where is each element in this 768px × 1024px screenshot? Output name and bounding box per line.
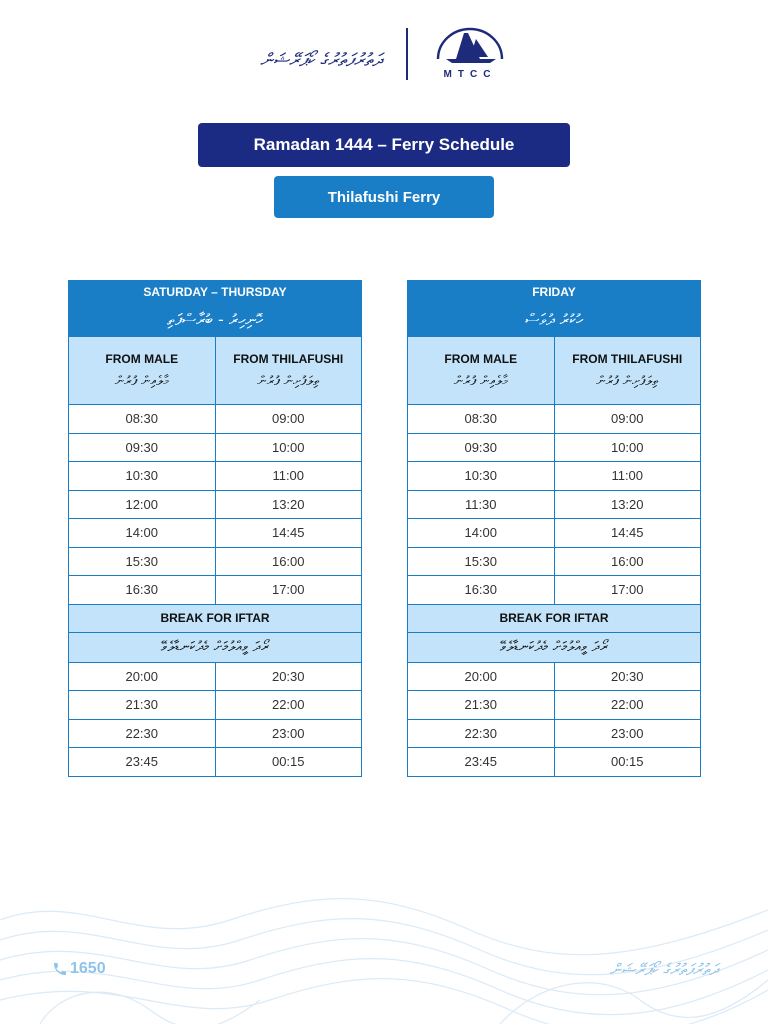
decorative-waves bbox=[0, 880, 768, 1024]
departure-thilafushi: 00:15 bbox=[215, 748, 362, 777]
departure-thilafushi: 20:30 bbox=[215, 662, 362, 691]
schedule-row bbox=[69, 748, 362, 777]
departure-thilafushi: 10:00 bbox=[554, 433, 701, 462]
schedule-row bbox=[408, 433, 701, 462]
departure-thilafushi: 17:00 bbox=[554, 576, 701, 605]
departure-male: 23:45 bbox=[69, 748, 216, 777]
brand-name-thaana: ދަތުރުފަތުރުގެ ކޯޕަރޭޝަން bbox=[259, 50, 382, 71]
iftar-break-label: BREAK FOR IFTAR bbox=[408, 604, 701, 632]
hotline-number: 1650 bbox=[70, 960, 106, 977]
iftar-break-label: BREAK FOR IFTAR bbox=[69, 604, 362, 632]
departure-thilafushi: 17:00 bbox=[215, 576, 362, 605]
departure-thilafushi: 11:00 bbox=[554, 462, 701, 491]
departure-male: 09:30 bbox=[69, 433, 216, 462]
departure-male: 10:30 bbox=[69, 462, 216, 491]
departure-male: 20:00 bbox=[69, 662, 216, 691]
departure-thilafushi: 22:00 bbox=[215, 691, 362, 720]
departure-thilafushi: 16:00 bbox=[215, 547, 362, 576]
departure-male: 23:45 bbox=[408, 748, 555, 777]
schedule-title: Ramadan 1444 – Ferry Schedule bbox=[198, 123, 570, 167]
schedule-row bbox=[69, 462, 362, 491]
departure-male: 08:30 bbox=[408, 405, 555, 434]
schedule-row bbox=[408, 405, 701, 434]
col-header-from-male: FROM MALE މާލެއިން ފުރުން bbox=[69, 337, 216, 405]
departure-thilafushi: 11:00 bbox=[215, 462, 362, 491]
departure-male: 10:30 bbox=[408, 462, 555, 491]
departure-thilafushi: 20:30 bbox=[554, 662, 701, 691]
departure-thilafushi: 22:00 bbox=[554, 691, 701, 720]
hotline bbox=[52, 960, 106, 978]
departure-male: 21:30 bbox=[408, 691, 555, 720]
mtcc-logo bbox=[430, 27, 510, 83]
departure-male: 14:00 bbox=[69, 519, 216, 548]
departure-thilafushi: 14:45 bbox=[554, 519, 701, 548]
logo-text: MTCC bbox=[443, 69, 497, 80]
schedule-row bbox=[408, 748, 701, 777]
departure-male: 22:30 bbox=[408, 719, 555, 748]
departure-thilafushi: 09:00 bbox=[215, 405, 362, 434]
iftar-break-label-thaana: ރޯދަ ވީއްލުމަށް މެދުކަނޑާލެވޭ bbox=[408, 632, 701, 662]
departure-male: 15:30 bbox=[408, 547, 555, 576]
departure-thilafushi: 13:20 bbox=[554, 490, 701, 519]
phone-icon bbox=[52, 961, 68, 977]
schedule-row bbox=[408, 490, 701, 519]
footer-brand-thaana: ދަތުރުފަތުރުގެ ކޯޕަރޭޝަން bbox=[609, 960, 718, 979]
departure-male: 12:00 bbox=[69, 490, 216, 519]
schedule-row bbox=[408, 547, 701, 576]
schedule-row bbox=[408, 719, 701, 748]
iftar-break-label-thaana: ރޯދަ ވީއްލުމަށް މެދުކަނޑާލެވޭ bbox=[69, 632, 362, 662]
schedule-row bbox=[408, 519, 701, 548]
departure-male: 22:30 bbox=[69, 719, 216, 748]
schedule-row bbox=[69, 691, 362, 720]
departure-thilafushi: 13:20 bbox=[215, 490, 362, 519]
col-header-from-thilafushi: FROM THILAFUSHI ތިލަފުށިން ފުރުން bbox=[215, 337, 362, 405]
departure-male: 15:30 bbox=[69, 547, 216, 576]
departure-male: 16:30 bbox=[408, 576, 555, 605]
col-header-from-thilafushi: FROM THILAFUSHI ތިލަފުށިން ފުރުން bbox=[554, 337, 701, 405]
schedule-row bbox=[69, 576, 362, 605]
schedule-row bbox=[408, 662, 701, 691]
ferry-route-badge: Thilafushi Ferry bbox=[274, 176, 494, 218]
schedule-row bbox=[408, 462, 701, 491]
day-header: FRIDAY bbox=[408, 281, 701, 304]
schedule-row bbox=[408, 576, 701, 605]
schedule-row bbox=[69, 662, 362, 691]
day-header-thaana: ހުކުރު ދުވަސް bbox=[408, 304, 701, 337]
day-header: SATURDAY – THURSDAY bbox=[69, 281, 362, 304]
departure-male: 16:30 bbox=[69, 576, 216, 605]
departure-thilafushi: 00:15 bbox=[554, 748, 701, 777]
departure-male: 14:00 bbox=[408, 519, 555, 548]
departure-male: 09:30 bbox=[408, 433, 555, 462]
day-header-thaana: ހޮނިހިރު - ބުރާސްފަތި bbox=[69, 304, 362, 337]
departure-male: 11:30 bbox=[408, 490, 555, 519]
departure-thilafushi: 10:00 bbox=[215, 433, 362, 462]
departure-male: 20:00 bbox=[408, 662, 555, 691]
schedule-row bbox=[408, 691, 701, 720]
header-divider bbox=[406, 28, 408, 80]
departure-thilafushi: 16:00 bbox=[554, 547, 701, 576]
schedule-row bbox=[69, 490, 362, 519]
departure-thilafushi: 23:00 bbox=[215, 719, 362, 748]
schedule-table-friday bbox=[407, 280, 701, 777]
departure-male: 08:30 bbox=[69, 405, 216, 434]
schedule-row bbox=[69, 519, 362, 548]
departure-thilafushi: 09:00 bbox=[554, 405, 701, 434]
schedule-row bbox=[69, 405, 362, 434]
departure-thilafushi: 23:00 bbox=[554, 719, 701, 748]
departure-male: 21:30 bbox=[69, 691, 216, 720]
schedule-row bbox=[69, 719, 362, 748]
schedule-row bbox=[69, 433, 362, 462]
schedule-table-sat-thu bbox=[68, 280, 362, 777]
logo-hull bbox=[446, 59, 496, 63]
departure-thilafushi: 14:45 bbox=[215, 519, 362, 548]
schedule-row bbox=[69, 547, 362, 576]
col-header-from-male: FROM MALE މާލެއިން ފުރުން bbox=[408, 337, 555, 405]
